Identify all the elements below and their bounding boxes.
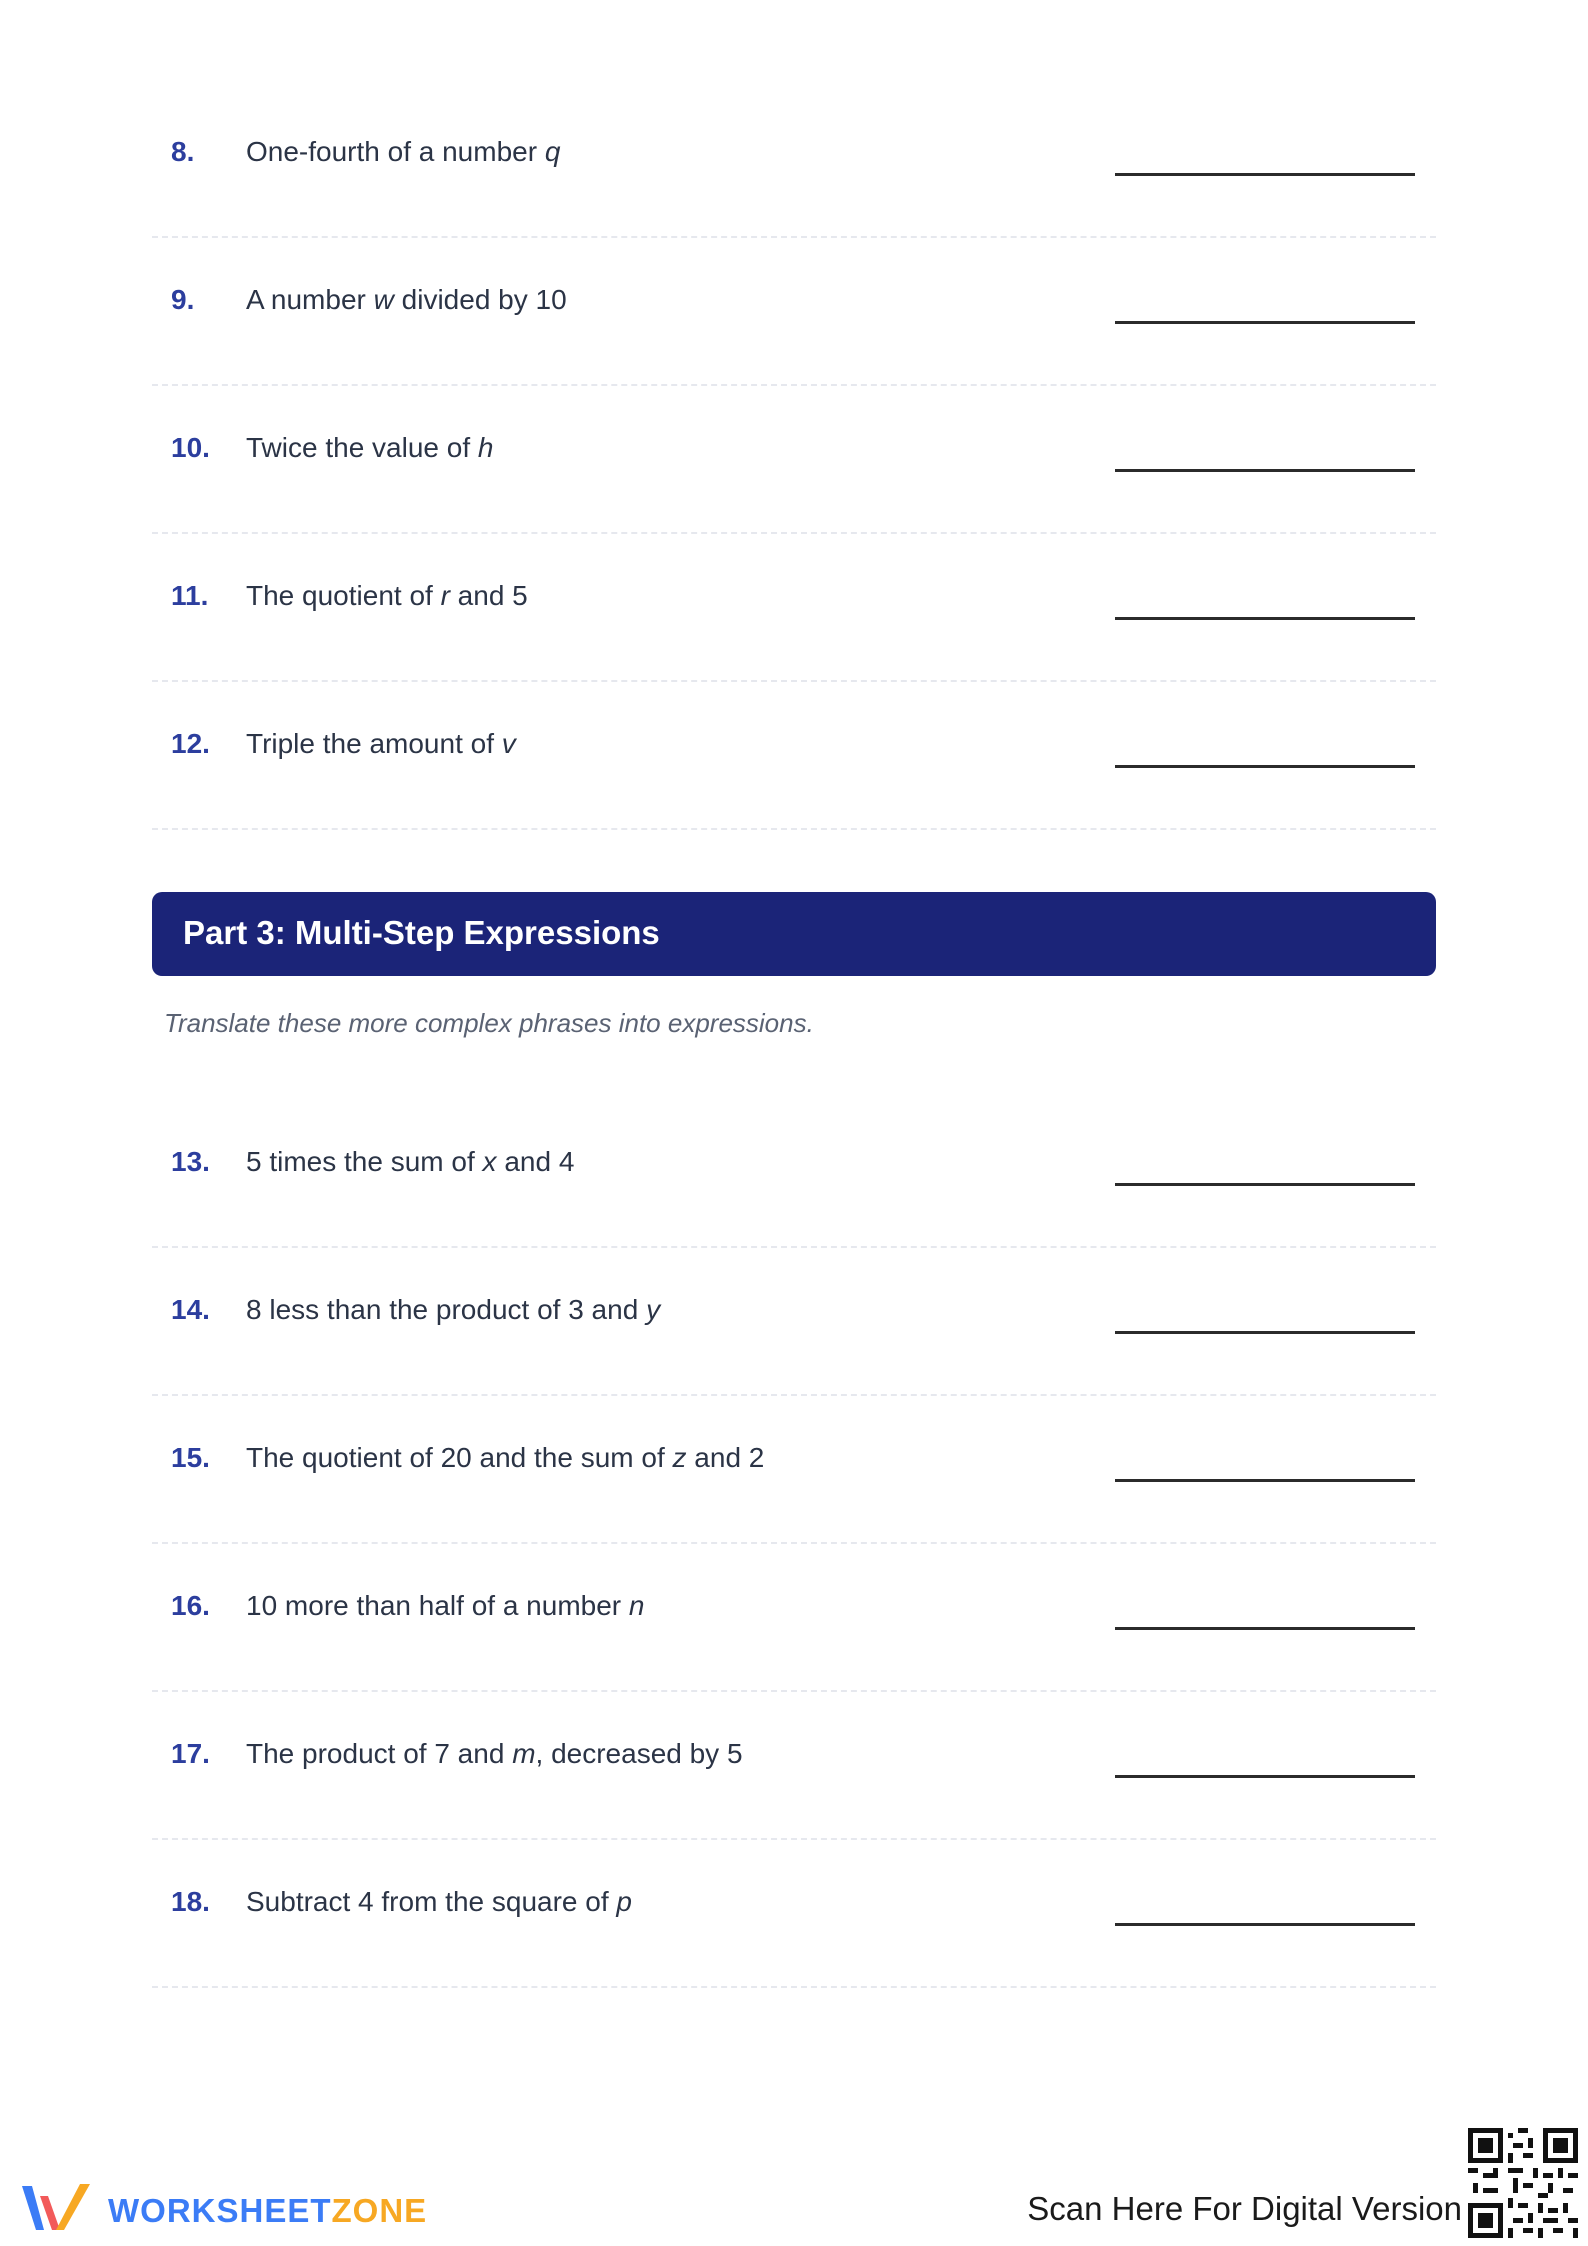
qr-code-icon[interactable] <box>1468 2128 1578 2238</box>
question-item <box>152 1544 1436 1692</box>
variable: w <box>373 284 394 315</box>
answer-line[interactable] <box>1115 1479 1415 1482</box>
question-number: 16. <box>171 1590 210 1621</box>
variable: p <box>616 1886 632 1917</box>
question-number: 17. <box>171 1738 210 1769</box>
question-list-part3 <box>152 1100 1436 1988</box>
question-item <box>152 386 1436 534</box>
question-text: 8 less than the product of 3 and y <box>246 1294 661 1325</box>
question-text: The product of 7 and m, decreased by 5 <box>246 1738 743 1769</box>
variable: h <box>477 432 494 463</box>
answer-line[interactable] <box>1115 1923 1415 1926</box>
answer-line[interactable] <box>1115 469 1415 472</box>
question-number: 13. <box>171 1146 210 1177</box>
question-item <box>152 1248 1436 1396</box>
answer-line[interactable] <box>1115 1183 1415 1186</box>
variable: q <box>544 136 561 167</box>
question-number: 12. <box>171 728 210 759</box>
question-number: 14. <box>171 1294 210 1325</box>
question-item <box>152 1100 1436 1248</box>
question-number: 8. <box>171 136 195 167</box>
question-number: 11. <box>171 580 209 611</box>
variable: n <box>628 1590 645 1621</box>
question-item <box>152 534 1436 682</box>
variable: r <box>440 580 450 611</box>
question-text: Subtract 4 from the square of p <box>246 1886 632 1917</box>
worksheetzone-logo[interactable] <box>18 2178 438 2238</box>
question-item <box>152 1840 1436 1988</box>
worksheet-content <box>152 90 1436 1988</box>
answer-line[interactable] <box>1115 617 1415 620</box>
question-item <box>152 682 1436 830</box>
section-title: Part 3: Multi-Step Expressions <box>183 914 660 951</box>
question-text: One-fourth of a number q <box>246 136 561 167</box>
question-item <box>152 1396 1436 1544</box>
question-item <box>152 1692 1436 1840</box>
answer-line[interactable] <box>1115 765 1415 768</box>
section-instructions: Translate these more complex phrases into expressions. <box>164 1008 814 1038</box>
question-text: The quotient of r and 5 <box>246 580 528 611</box>
question-number: 9. <box>171 284 195 315</box>
answer-line[interactable] <box>1115 1775 1415 1778</box>
question-item <box>152 90 1436 238</box>
section-header <box>152 892 1436 976</box>
question-number: 15. <box>171 1442 210 1473</box>
question-text: Triple the amount of v <box>246 728 516 759</box>
question-text: A number w divided by 10 <box>246 284 567 315</box>
logo-text: WORKSHEETZONE <box>108 2192 428 2229</box>
question-number: 18. <box>171 1886 210 1917</box>
question-list-part2 <box>152 90 1436 830</box>
variable: z <box>672 1442 687 1473</box>
question-text: Twice the value of h <box>246 432 494 463</box>
variable: v <box>501 728 516 759</box>
question-item <box>152 238 1436 386</box>
scan-caption: Scan Here For Digital Version <box>1027 2190 1462 2227</box>
answer-line[interactable] <box>1115 1331 1415 1334</box>
question-text: 10 more than half of a number n <box>246 1590 645 1621</box>
question-number: 10. <box>171 432 210 463</box>
variable: m <box>512 1738 536 1769</box>
logo-w-icon <box>18 2178 96 2238</box>
question-text: The quotient of 20 and the sum of z and 2 <box>246 1442 765 1473</box>
variable: x <box>482 1146 497 1177</box>
answer-line[interactable] <box>1115 321 1415 324</box>
answer-line[interactable] <box>1115 173 1415 176</box>
variable: y <box>646 1294 661 1325</box>
answer-line[interactable] <box>1115 1627 1415 1630</box>
question-text: 5 times the sum of x and 4 <box>246 1146 575 1177</box>
